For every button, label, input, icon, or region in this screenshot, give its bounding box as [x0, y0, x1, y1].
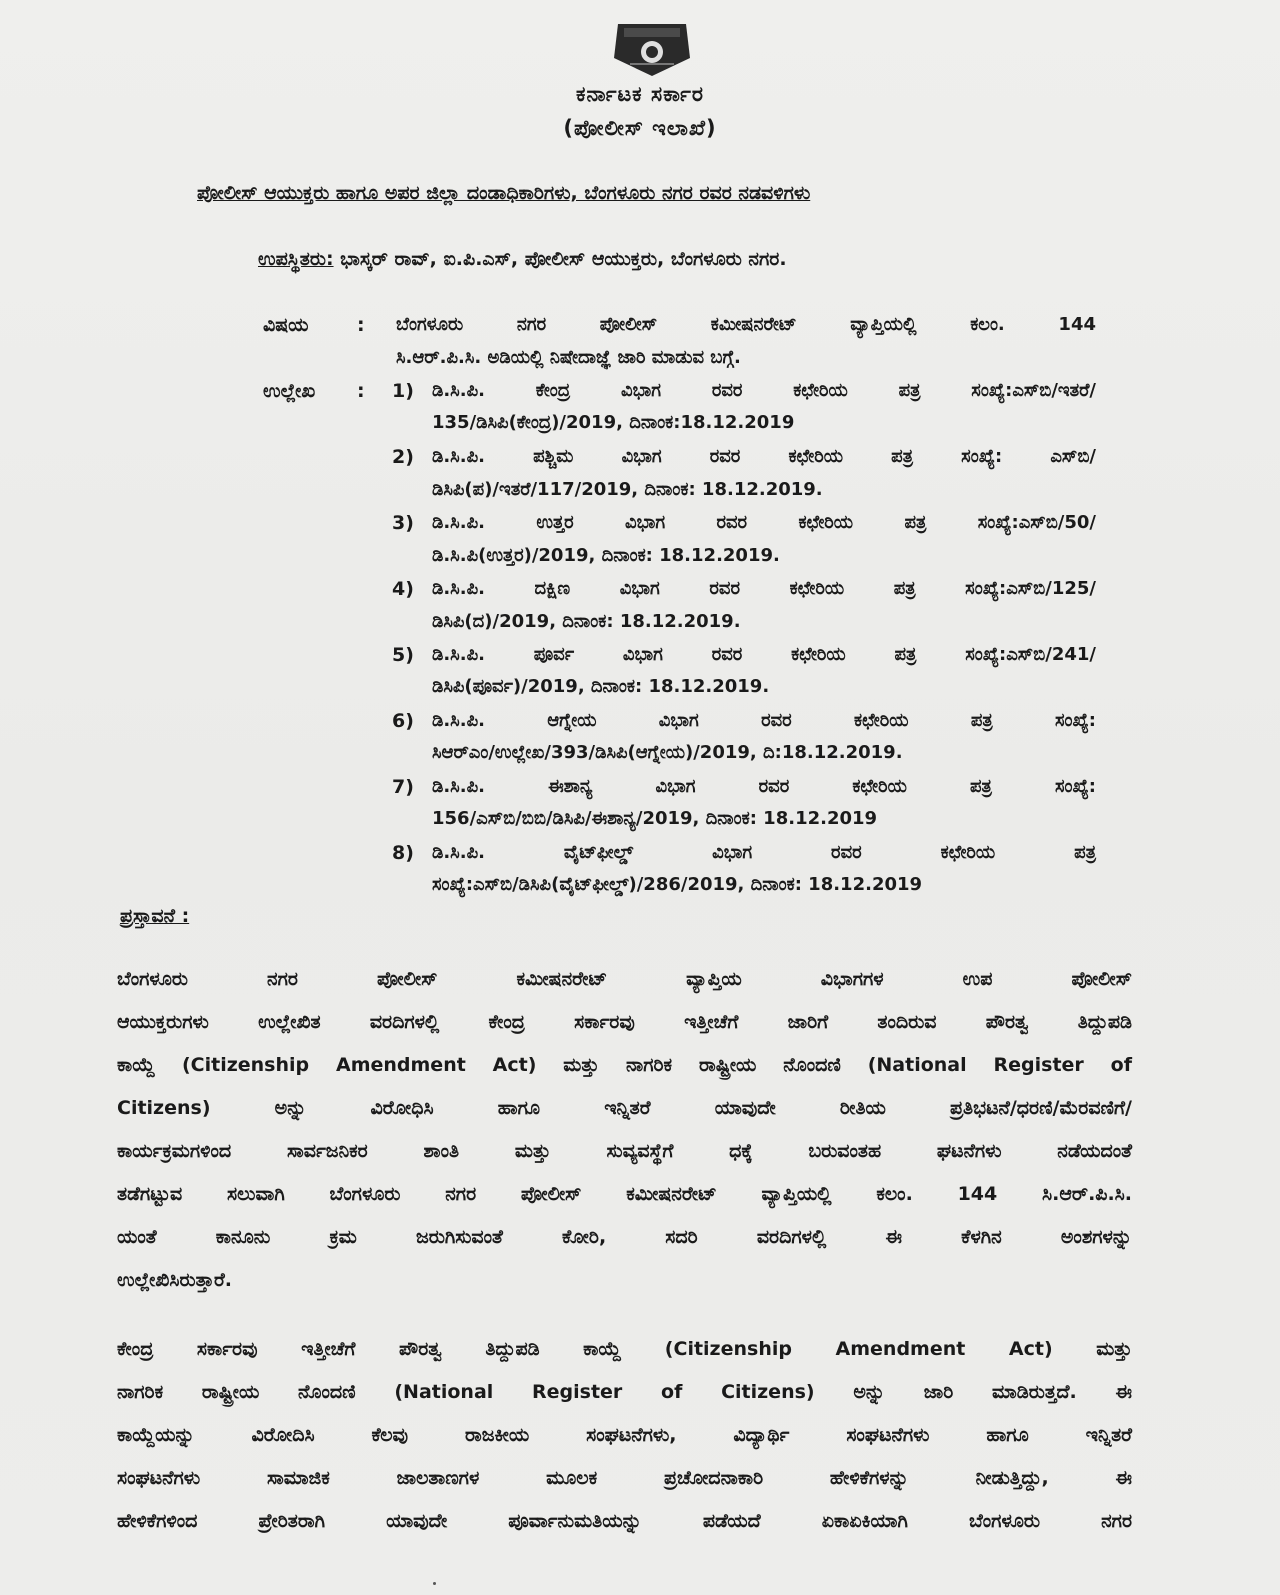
- reference-line-1: ಡಿ.ಸಿ.ಪಿ. ಪಶ್ಚಿಮ ವಿಭಾಗ ರವರ ಕಛೇರಿಯ ಪತ್ರ ಸಂಖ್ಯೆ: ಎಸ್‌ಬಿ/: [432, 446, 1096, 467]
- reference-number: 3): [392, 512, 414, 534]
- preamble-heading: ಪ್ರಸ್ತಾವನೆ :: [120, 905, 190, 927]
- reference-number: 5): [392, 644, 414, 666]
- reference-line-1: ಡಿ.ಸಿ.ಪಿ. ದಕ್ಷಿಣ ವಿಭಾಗ ರವರ ಕಛೇರಿಯ ಪತ್ರ ಸಂಖ್ಯೆ:ಎಸ್‌ಬಿ/125/: [432, 578, 1096, 599]
- proceedings-heading: ಪೋಲೀಸ್ ಆಯುಕ್ತರು ಹಾಗೂ ಅಪರ ಜಿಲ್ಲಾ ದಂಡಾಧಿಕಾರಿಗಳು, ಬೆಂಗಳೂರು ನಗರ ರವರ ನಡವಳಿಗಳು: [197, 182, 811, 204]
- paragraph-line: ಕಾಯ್ದೆ (Citizenship Amendment Act) ಮತ್ತು ನಾಗರಿಕ ರಾಷ್ಟ್ರೀಯ ನೊಂದಣಿ (National Register of: [117, 1054, 1132, 1076]
- reference-line-2: ಡಿಸಿಪಿ(ಪೂರ್ವ)/2019, ದಿನಾಂಕ: 18.12.2019.: [432, 676, 770, 697]
- reference-line-1: ಡಿ.ಸಿ.ಪಿ. ಆಗ್ನೇಯ ವಿಭಾಗ ರವರ ಕಛೇರಿಯ ಪತ್ರ ಸಂಖ್ಯೆ:: [432, 710, 1096, 731]
- reference-line-2: ಸಿಆರ್‌ಎಂ/ಉಲ್ಲೇಖ/393/ಡಿಸಿಪಿ(ಆಗ್ನೇಯ)/2019, ದಿ:18.12.2019.: [432, 742, 903, 763]
- paragraph-line: ನಾಗರಿಕ ರಾಷ್ಟ್ರೀಯ ನೊಂದಣಿ (National Register of Citizens) ಅನ್ನು ಜಾರಿ ಮಾಡಿರುತ್ತದೆ. ಈ: [117, 1381, 1132, 1403]
- reference-line-2: 135/ಡಿಸಿಪಿ(ಕೇಂದ್ರ)/2019, ದಿನಾಂಕ:18.12.2019: [432, 412, 795, 433]
- paragraph-line: ಕೇಂದ್ರ ಸರ್ಕಾರವು ಇತ್ತೀಚೆಗೆ ಪೌರತ್ವ ತಿದ್ದುಪಡಿ ಕಾಯ್ದೆ (Citizenship Amendment Act) ಮತ್ತು: [117, 1338, 1132, 1360]
- reference-line-1: ಡಿ.ಸಿ.ಪಿ. ಈಶಾನ್ಯ ವಿಭಾಗ ರವರ ಕಛೇರಿಯ ಪತ್ರ ಸಂಖ್ಯೆ:: [432, 776, 1096, 797]
- reference-number: 1): [392, 380, 414, 402]
- reference-line-2: ಡಿಸಿಪಿ(ದ)/2019, ದಿನಾಂಕ: 18.12.2019.: [432, 611, 741, 632]
- subject-label: ವಿಷಯ: [263, 314, 309, 336]
- paragraph-line: ಆಯುಕ್ತರುಗಳು ಉಲ್ಲೇಖಿತ ವರದಿಗಳಲ್ಲಿ ಕೇಂದ್ರ ಸರ್ಕಾರವು ಇತ್ತೀಚೆಗೆ ಜಾರಿಗೆ ತಂದಿರುವ ಪೌರತ್ವ ತಿದ್ದುಪಡಿ: [117, 1011, 1132, 1033]
- subject-line-2: ಸಿ.ಆರ್.ಪಿ.ಸಿ. ಅಡಿಯಲ್ಲಿ ನಿಷೇದಾಜ್ಞೆ ಜಾರಿ ಮಾಡುವ ಬಗ್ಗೆ.: [396, 347, 741, 368]
- reference-line-2: ಸಂಖ್ಯೆ:ಎಸ್‌ಬಿ/ಡಿಸಿಪಿ(ವೈಟ್‌ಫೀಲ್ಡ್)/286/2019, ದಿನಾಂಕ: 18.12.2019: [432, 874, 923, 895]
- department-title: (ಪೋಲೀಸ್ ಇಲಾಖೆ): [563, 116, 717, 140]
- reference-number: 7): [392, 776, 414, 798]
- reference-number: 2): [392, 446, 414, 468]
- paragraph-line: ಬೆಂಗಳೂರು ನಗರ ಪೋಲೀಸ್ ಕಮೀಷನರೇಟ್ ವ್ಯಾಪ್ತಿಯ ವಿಭಾಗಗಳ ಉಪ ಪೋಲೀಸ್: [117, 968, 1132, 990]
- reference-line-1: ಡಿ.ಸಿ.ಪಿ. ಕೇಂದ್ರ ವಿಭಾಗ ರವರ ಕಛೇರಿಯ ಪತ್ರ ಸಂಖ್ಯೆ:ಎಸ್‌ಬಿ/ಇತರೆ/: [432, 380, 1096, 401]
- scan-speck: [433, 1582, 436, 1585]
- reference-number: 8): [392, 842, 414, 864]
- government-title: ಕರ್ನಾಟಕ ಸರ್ಕಾರ: [576, 82, 704, 106]
- paragraph-line: ಕಾರ್ಯಕ್ರಮಗಳಿಂದ ಸಾರ್ವಜನಿಕರ ಶಾಂತಿ ಮತ್ತು ಸುವ್ಯವಸ್ಥೆಗೆ ಧಕ್ಕೆ ಬರುವಂತಹ ಘಟನೆಗಳು ನಡೆಯದಂತೆ: [117, 1140, 1132, 1162]
- karnataka-police-emblem-icon: [610, 18, 694, 80]
- subject-colon: :: [357, 314, 365, 336]
- reference-line-2: ಡಿಸಿಪಿ(ಪ)/ಇತರೆ/117/2019, ದಿನಾಂಕ: 18.12.2019.: [432, 479, 823, 500]
- paragraph-line: ಕಾಯ್ದೆಯನ್ನು ವಿರೋದಿಸಿ ಕೆಲವು ರಾಜಕೀಯ ಸಂಘಟನೆಗಳು, ವಿದ್ಯಾರ್ಥಿ ಸಂಘಟನೆಗಳು ಹಾಗೂ ಇನ್ನಿತರೆ: [117, 1424, 1132, 1446]
- paragraph-line: ಯಂತೆ ಕಾನೂನು ಕ್ರಮ ಜರುಗಿಸುವಂತೆ ಕೋರಿ, ಸದರಿ ವರದಿಗಳಲ್ಲಿ ಈ ಕೆಳಗಿನ ಅಂಶಗಳನ್ನು: [117, 1226, 1132, 1248]
- reference-line-2: ಡಿ.ಸಿ.ಪಿ(ಉತ್ತರ)/2019, ದಿನಾಂಕ: 18.12.2019.: [432, 545, 780, 566]
- references-colon: :: [357, 380, 365, 402]
- reference-line-1: ಡಿ.ಸಿ.ಪಿ. ವೈಟ್‌ಫೀಲ್ಡ್ ವಿಭಾಗ ರವರ ಕಛೇರಿಯ ಪತ್ರ: [432, 842, 1096, 863]
- paragraph-line: Citizens) ಅನ್ನು ವಿರೋಧಿಸಿ ಹಾಗೂ ಇನ್ನಿತರೆ ಯಾವುದೇ ರೀತಿಯ ಪ್ರತಿಭಟನೆ/ಧರಣಿ/ಮೆರವಣಿಗೆ/: [117, 1097, 1132, 1119]
- references-label: ಉಲ್ಲೇಖ: [263, 380, 316, 402]
- present-value: ಭಾಸ್ಕರ್ ರಾವ್, ಐ.ಪಿ.ಎಸ್, ಪೋಲೀಸ್ ಆಯುಕ್ತರು, ಬೆಂಗಳೂರು ನಗರ.: [333, 248, 787, 270]
- paragraph-line: ತಡೆಗಟ್ಟುವ ಸಲುವಾಗಿ ಬೆಂಗಳೂರು ನಗರ ಪೋಲೀಸ್ ಕಮೀಷನರೇಟ್ ವ್ಯಾಪ್ತಿಯಲ್ಲಿ ಕಲಂ. 144 ಸಿ.ಆರ್.ಪಿ.ಸಿ.: [117, 1183, 1132, 1205]
- paragraph-line: ಸಂಘಟನೆಗಳು ಸಾಮಾಜಿಕ ಜಾಲತಾಣಗಳ ಮೂಲಕ ಪ್ರಚೋದನಾಕಾರಿ ಹೇಳಿಕೆಗಳನ್ನು ನೀಡುತ್ತಿದ್ದು, ಈ: [117, 1467, 1132, 1489]
- reference-line-1: ಡಿ.ಸಿ.ಪಿ. ಪೂರ್ವ ವಿಭಾಗ ರವರ ಕಛೇರಿಯ ಪತ್ರ ಸಂಖ್ಯೆ:ಎಸ್‌ಬಿ/241/: [432, 644, 1096, 665]
- present-line: [258, 248, 1138, 270]
- reference-line-1: ಡಿ.ಸಿ.ಪಿ. ಉತ್ತರ ವಿಭಾಗ ರವರ ಕಛೇರಿಯ ಪತ್ರ ಸಂಖ್ಯೆ:ಎಸ್‌ಬಿ/50/: [432, 512, 1096, 533]
- present-label: ಉಪಸ್ಥಿತರು:: [258, 248, 334, 270]
- paragraph-line: ಉಲ್ಲೇಖಿಸಿರುತ್ತಾರೆ.: [117, 1269, 233, 1291]
- subject-line-1: ಬೆಂಗಳೂರು ನಗರ ಪೋಲೀಸ್ ಕಮೀಷನರೇಟ್ ವ್ಯಾಪ್ತಿಯಲ್ಲಿ ಕಲಂ. 144: [396, 314, 1096, 335]
- paragraph-line: ಹೇಳಿಕೆಗಳಿಂದ ಪ್ರೇರಿತರಾಗಿ ಯಾವುದೇ ಪೂರ್ವಾನುಮತಿಯನ್ನು ಪಡೆಯದೆ ಏಕಾಏಕಿಯಾಗಿ ಬೆಂಗಳೂರು ನಗರ: [117, 1510, 1132, 1532]
- reference-number: 4): [392, 578, 414, 600]
- reference-line-2: 156/ಎಸ್‌ಬಿ/ಬಿಬಿ/ಡಿಸಿಪಿ/ಈಶಾನ್ಯ/2019, ದಿನಾಂಕ: 18.12.2019: [432, 808, 878, 829]
- reference-number: 6): [392, 710, 414, 732]
